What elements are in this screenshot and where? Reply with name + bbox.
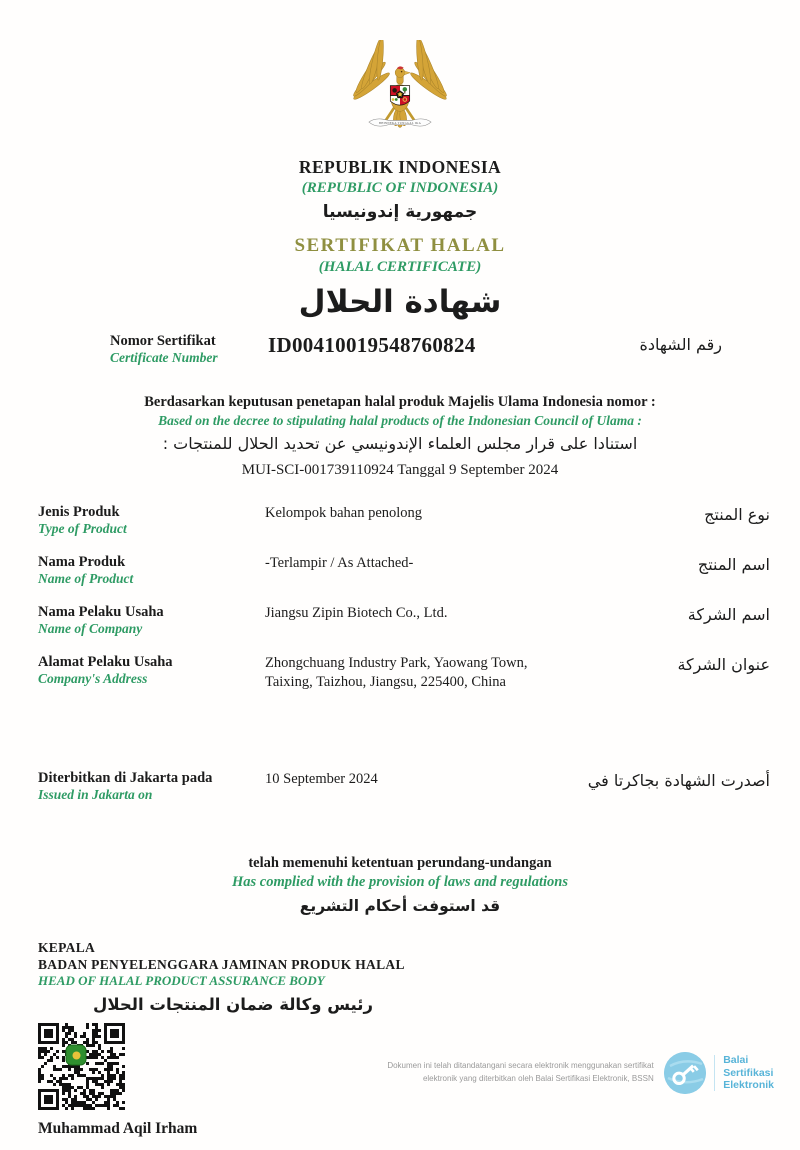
electronic-signature-disclaimer: [387, 1060, 653, 1086]
disclaimer-line-1: Dokumen ini telah ditandatangani secara elektronik menggunakan sertifikat: [387, 1061, 654, 1071]
label-certificate-number-en: Certificate Number: [110, 350, 218, 366]
compliance-line-en: Has complied with the provision of laws and regulations: [232, 873, 568, 890]
compliance-line-ar: قد استوفت أحكام التشريع: [299, 896, 501, 915]
certificate-title: SERTIFIKAT HALAL: [294, 235, 506, 256]
certificate-title-en: (HALAL CERTIFICATE): [318, 259, 482, 275]
label-diterbitkan: Diterbitkan di Jakarta pada: [38, 769, 213, 786]
bsre-logo-divider: [714, 1055, 716, 1091]
country-name: REPUBLIK INDONESIA: [298, 157, 502, 177]
label-type-of-product: Type of Product: [38, 520, 127, 536]
value-issue-date: 10 September 2024: [265, 770, 378, 787]
field-row-alamat-pelaku-usaha: [0, 653, 800, 693]
signatory-title-ar: رئيس وكالة ضمان المنتجات الحلال: [93, 995, 373, 1015]
label-alamat-pelaku-usaha: Alamat Pelaku Usaha: [38, 653, 173, 670]
field-row-nama-produk: [0, 553, 800, 588]
decree-line-id: Berdasarkan keputusan penetapan halal produk Majelis Ulama Indonesia nomor :: [144, 394, 656, 410]
bsre-text-line-2: Sertifikasi: [723, 1066, 774, 1079]
label-alamat-pelaku-usaha-ar: عنوان الشركة: [677, 654, 770, 674]
decree-block: [0, 393, 800, 481]
label-nama-pelaku-usaha: Nama Pelaku Usaha: [38, 603, 164, 620]
garuda-pancasila-emblem: [341, 40, 459, 144]
certificate-number-label: [110, 332, 268, 367]
field-row-jenis-produk: [0, 503, 800, 538]
field-row-nama-pelaku-usaha: [0, 603, 800, 638]
country-name-en: (REPUBLIC OF INDONESIA): [301, 180, 499, 196]
decree-line-ar: استنادا على قرار مجلس العلماء الإندونيسي عن تحديد الحلال للمنتجات :: [162, 434, 638, 454]
signer-name: Muhammad Aqil Irham: [38, 1120, 198, 1138]
certificate-number-label-ar: رقم الشهادة: [639, 335, 722, 354]
value-nama-produk: -Terlampir / As Attached-: [265, 554, 414, 571]
label-jenis-produk-ar: نوع المنتج: [704, 504, 770, 524]
country-name-ar: جمهورية إندونيسيا: [322, 202, 478, 222]
bsre-text-line-3: Elektronik: [723, 1079, 774, 1092]
qr-code: [38, 1023, 125, 1110]
label-nomor-sertifikat: Nomor Sertifikat: [110, 333, 216, 349]
compliance-line-id: telah memenuhi ketentuan perundang-undangan: [248, 854, 552, 871]
label-issued-in-jakarta: Issued in Jakarta on: [38, 786, 153, 802]
certificate-fields: [0, 503, 800, 804]
bsre-logo-text: [723, 1054, 774, 1092]
value-nama-pelaku-usaha: Jiangsu Zipin Biotech Co., Ltd.: [265, 604, 448, 621]
label-name-of-company: Name of Company: [38, 620, 143, 636]
beak: [404, 71, 410, 75]
label-issued-ar: أصدرت الشهادة بجاكرتا في: [587, 770, 770, 790]
label-name-of-product: Name of Product: [38, 570, 134, 586]
compliance-block: [0, 854, 800, 916]
label-nama-produk: Nama Produk: [38, 553, 126, 570]
emblem-motto-text: BHINNEKA TUNGGAL IKA: [378, 120, 422, 125]
disclaimer-line-2: elektronik yang diterbitkan oleh Balai Sertifikasi Elektronik, BSSN: [422, 1074, 654, 1083]
bsre-text-line-1: Balai: [723, 1054, 749, 1067]
certificate-number-row: [0, 332, 800, 367]
signatory-title-kepala: KEPALA: [38, 939, 96, 955]
decree-line-en: Based on the decree to stipulating halal products of the Indonesian Council of Ulama :: [158, 412, 642, 428]
decree-number-line: MUI-SCI-001739110924 Tanggal 9 September 2024: [241, 462, 559, 479]
electronic-signature-footer: [387, 1052, 774, 1094]
label-jenis-produk: Jenis Produk: [38, 503, 120, 520]
qr-center-bpjph-logo-icon: [66, 1045, 87, 1066]
label-nama-pelaku-usaha-ar: اسم الشركة: [687, 604, 770, 624]
bsre-key-globe-icon: [664, 1052, 706, 1094]
certificate-title-ar: شهادة الحلال: [298, 284, 502, 320]
certificate-number-value: ID00410019548760824: [268, 333, 476, 357]
emblem-container: [0, 0, 800, 320]
bsre-logo: [664, 1052, 774, 1094]
qr-code-modules: [38, 1023, 125, 1110]
field-row-issued: [0, 769, 800, 804]
signatory-block: [0, 940, 800, 1139]
label-company-address: Company's Address: [38, 670, 148, 686]
value-jenis-produk: Kelompok bahan penolong: [265, 504, 423, 521]
signatory-title-en: HEAD OF HALAL PRODUCT ASSURANCE BODY: [38, 973, 325, 989]
value-alamat-pelaku-usaha: Zhongchuang Industry Park, Yaowang Town, Taixing, Taizhou, Jiangsu, 225400, China: [265, 654, 528, 691]
signatory-title-badan: BADAN PENYELENGGARA JAMINAN PRODUK HALAL: [38, 956, 405, 972]
label-nama-produk-ar: اسم المنتج: [697, 554, 770, 574]
